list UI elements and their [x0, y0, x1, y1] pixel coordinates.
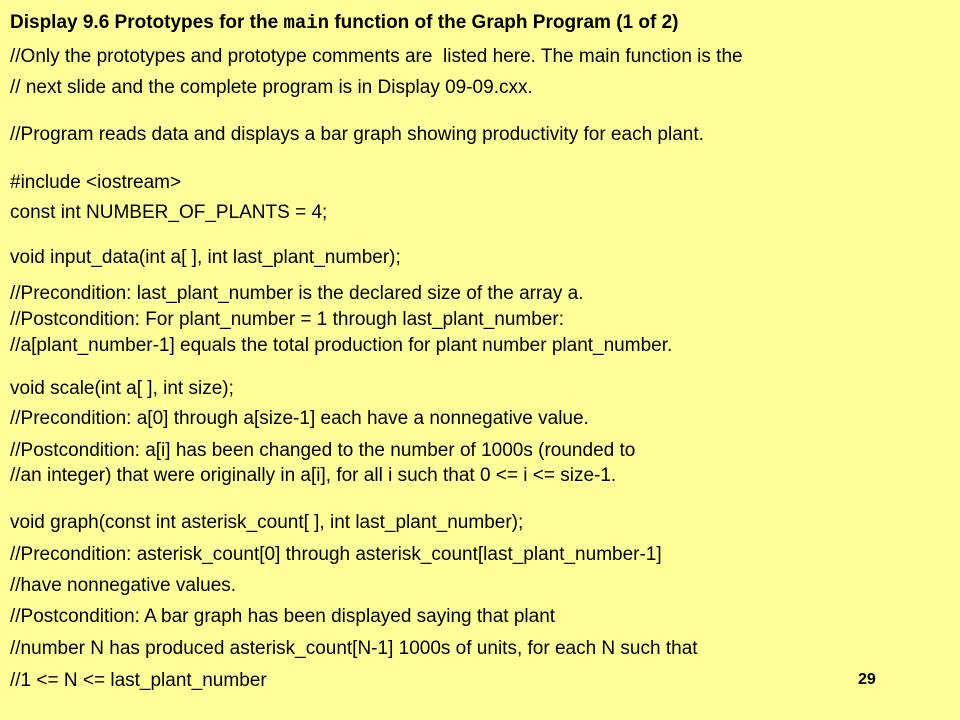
- graph-precondition-2: //have nonnegative values.: [10, 575, 237, 596]
- comment-line-2: // next slide and the complete program is in Display 09-09.cxx.: [10, 77, 533, 98]
- title-prefix: Display 9.6 Prototypes for the: [10, 12, 284, 33]
- include-line: #include <iostream>: [10, 172, 182, 193]
- graph-postcondition: //Postcondition: A bar graph has been displayed saying that plant: [10, 606, 556, 627]
- input-data-prototype: void input_data(int a[ ], int last_plant_number);: [10, 247, 401, 268]
- graph-precondition: //Precondition: asterisk_count[0] through asterisk_count[last_plant_number-1]: [10, 544, 662, 565]
- input-data-precondition: //Precondition: last_plant_number is the declared size of the array a.: [10, 283, 584, 304]
- const-line: const int NUMBER_OF_PLANTS = 4;: [10, 202, 328, 223]
- graph-postcondition-3: //1 <= N <= last_plant_number: [10, 670, 267, 691]
- scale-precondition: //Precondition: a[0] through a[size-1] each have a nonnegative value.: [10, 408, 589, 429]
- title-code: main: [283, 12, 330, 34]
- input-data-postcondition: //Postcondition: For plant_number = 1 through last_plant_number:: [10, 309, 564, 330]
- graph-postcondition-2: //number N has produced asterisk_count[N-1] 1000s of units, for each N such that: [10, 638, 698, 659]
- graph-prototype: void graph(const int asterisk_count[ ], int last_plant_number);: [10, 512, 524, 533]
- slide-title: [10, 12, 678, 34]
- scale-postcondition: //Postcondition: a[i] has been changed to the number of 1000s (rounded to: [10, 440, 636, 461]
- page-number: 29: [858, 671, 876, 688]
- input-data-postcondition-2: //a[plant_number-1] equals the total production for plant number plant_number.: [10, 335, 673, 356]
- title-suffix: function of the Graph Program (1 of 2): [329, 12, 679, 33]
- comment-line-3: //Program reads data and displays a bar graph showing productivity for each plant.: [10, 124, 704, 145]
- scale-prototype: void scale(int a[ ], int size);: [10, 378, 234, 399]
- scale-postcondition-2: //an integer) that were originally in a[i], for all i such that 0 <= i <= size-1.: [10, 465, 617, 486]
- comment-line-1: //Only the prototypes and prototype comments are listed here. The main function is the: [10, 46, 743, 67]
